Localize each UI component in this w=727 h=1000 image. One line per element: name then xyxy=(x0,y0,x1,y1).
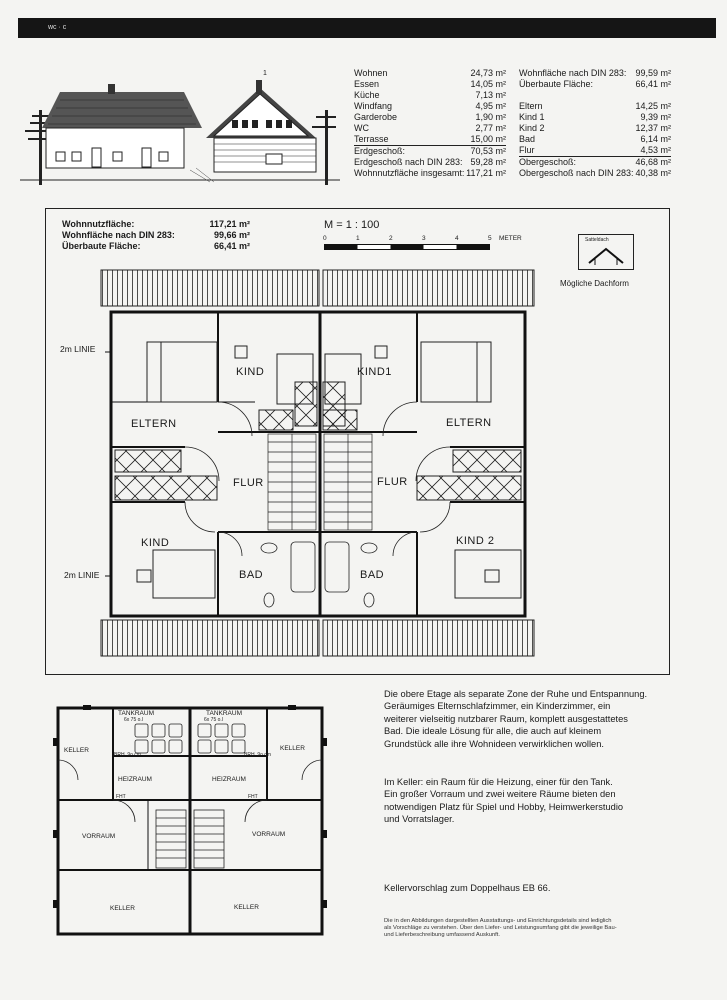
room-label-bad: BAD xyxy=(360,569,385,581)
scale-tick: 5 xyxy=(488,235,492,242)
area-value: 99,59 m² xyxy=(635,68,671,78)
area-value: 117,21 m² xyxy=(466,168,506,178)
basement-label-vorraum: VORRAUM xyxy=(252,831,286,838)
scale-unit: METER xyxy=(499,235,522,242)
room-label-bad: BAD xyxy=(239,569,264,581)
area-table-left xyxy=(354,68,506,179)
upper-floor-description xyxy=(384,688,684,750)
description-line: weiterer vielseitig nutzbarer Raum, komplett ausgestattetes xyxy=(384,713,628,724)
area-label: Wohnfläche nach DIN 283: xyxy=(519,68,627,78)
corner-mark: ᴡᴄ · ᴄ xyxy=(48,24,67,31)
scale-bar xyxy=(324,244,494,251)
area-value: 14,25 m² xyxy=(635,101,671,111)
area-value: 59,28 m² xyxy=(470,157,506,167)
area-label: Wohnen xyxy=(354,68,388,78)
scale-tick: 0 xyxy=(323,235,327,242)
summary-label: Wohnfläche nach DIN 283: xyxy=(62,230,175,240)
description-line: Geräumiges Elternschlafzimmer, ein Kinderzimmer, ein xyxy=(384,701,611,712)
two-meter-line-label: 2m LINIE xyxy=(60,344,96,354)
upper-floor-plan xyxy=(45,262,570,667)
area-value: 9,39 m² xyxy=(640,112,671,122)
house-illustration xyxy=(20,70,340,192)
scale-tick: 1 xyxy=(356,235,360,242)
summary-label: Überbaute Fläche: xyxy=(62,241,141,251)
disclaimer-line: und Lieferbeschreibung umfassend Auskunft. xyxy=(384,932,501,939)
roof-caption: Mögliche Dachform xyxy=(560,279,629,288)
area-label: Küche xyxy=(354,90,380,100)
area-label: WC xyxy=(354,123,369,133)
disclaimer-line: Die in den Abbildungen dargestellten Ausstattungs- und Einrichtungsdetails sind lediglich xyxy=(384,918,612,924)
area-label xyxy=(519,90,635,101)
area-value: 46,68 m² xyxy=(635,157,671,167)
gable-roof-icon xyxy=(587,245,625,265)
two-meter-line-label: 2m LINIE xyxy=(64,570,100,580)
area-label: Bad xyxy=(519,134,536,144)
description-line: und Vorratslager. xyxy=(384,814,455,825)
basement-label-keller: KELLER xyxy=(110,905,135,912)
room-label-kind: KIND xyxy=(236,366,265,378)
scale-tick: 2 xyxy=(389,235,393,242)
description-line: notwendigen Platz für Spiel und Hobby, Heimwerkerstudio xyxy=(384,801,624,812)
scale-label: M = 1 : 100 xyxy=(324,219,380,231)
room-label-eltern: ELTERN xyxy=(446,417,492,429)
tank-note: 6x 75 o.l xyxy=(204,717,223,723)
roof-type-label: Satteldach xyxy=(585,237,609,243)
brh-note: BRH. 9o cm xyxy=(244,752,271,758)
area-label: Essen xyxy=(354,79,380,89)
header-bar xyxy=(18,18,716,38)
summary-value: 66,41 m² xyxy=(213,241,250,251)
description-line: Bad. Die ideale Lösung für alle, die auch auf kleinem xyxy=(384,726,602,737)
roof-type-box xyxy=(578,234,634,270)
area-value: 66,41 m² xyxy=(635,79,671,89)
room-label-eltern: ELTERN xyxy=(131,418,177,430)
area-label: Garderobe xyxy=(354,112,398,122)
area-label: Flur xyxy=(519,145,535,155)
scale-tick: 3 xyxy=(422,235,426,242)
brh-note: BRH. 9o cm xyxy=(114,752,141,758)
basement-label-keller: KELLER xyxy=(64,747,89,754)
area-label: Erdgeschoß nach DIN 283: xyxy=(354,157,463,167)
area-label: Eltern xyxy=(519,101,543,111)
fht-note: FHT xyxy=(116,794,126,800)
summary-value: 99,66 m² xyxy=(213,230,250,240)
area-label: Überbaute Fläche: xyxy=(519,79,594,89)
area-value: 15,00 m² xyxy=(470,134,506,144)
room-label-kind1: KIND1 xyxy=(357,366,392,378)
area-label: Kind 1 xyxy=(519,112,545,122)
house-marker: 1 xyxy=(263,70,267,77)
disclaimer-line: als Vorschläge zu verstehen. Über den Liefer- und Leistungsumfang gibt die jeweilige Bau- xyxy=(384,925,617,932)
area-label: Terrasse xyxy=(354,134,389,144)
area-label: Windfang xyxy=(354,101,393,111)
area-value: 2,77 m² xyxy=(475,123,506,133)
basement-label-tankraum: TANKRAUM xyxy=(206,710,242,717)
area-value: 4,95 m² xyxy=(475,101,506,111)
fht-note: FHT xyxy=(248,794,258,800)
area-value: 6,14 m² xyxy=(640,134,671,144)
area-value xyxy=(635,90,671,101)
basement-label-heizraum: HEIZRAUM xyxy=(118,776,152,783)
plan-summary xyxy=(62,219,250,252)
disclaimer xyxy=(384,918,684,940)
description-line: Die obere Etage als separate Zone der Ruhe und Entspannung. xyxy=(384,689,648,699)
area-table-right xyxy=(519,68,671,179)
room-label-kind: KIND xyxy=(141,537,170,549)
basement-label-tankraum: TANKRAUM xyxy=(118,710,154,717)
area-label: Wohnnutzfläche insgesamt: xyxy=(354,168,465,178)
area-value: 12,37 m² xyxy=(635,123,671,133)
area-label: Obergeschoß nach DIN 283: xyxy=(519,168,634,178)
room-label-kind2: KIND 2 xyxy=(456,535,495,547)
description-line: Grundstück alle ihre Wohnideen verwirklichen wollen. xyxy=(384,738,604,749)
description-line: Ein großer Vorraum und zwei weitere Räume bieten den xyxy=(384,789,616,800)
area-label: Erdgeschoß: xyxy=(354,146,466,158)
basement-label-keller: KELLER xyxy=(280,745,305,752)
basement-label-heizraum: HEIZRAUM xyxy=(212,776,246,783)
tank-note: 6x 75 o.l xyxy=(124,717,143,723)
description-line: Im Keller: ein Raum für die Heizung, einer für den Tank. xyxy=(384,777,613,787)
area-value: 7,13 m² xyxy=(475,90,506,100)
basement-description xyxy=(384,776,684,826)
area-value: 4,53 m² xyxy=(640,145,671,155)
basement-caption: Kellervorschlag zum Doppelhaus EB 66. xyxy=(384,883,551,893)
area-value: 24,73 m² xyxy=(470,68,506,78)
basement-label-keller: KELLER xyxy=(234,904,259,911)
area-label: Obergeschoß: xyxy=(519,157,635,169)
area-value: 70,53 m² xyxy=(466,146,506,158)
summary-label: Wohnnutzfläche: xyxy=(62,219,135,229)
area-label: Kind 2 xyxy=(519,123,545,133)
basement-plan xyxy=(38,700,338,950)
room-label-flur: FLUR xyxy=(233,477,264,489)
basement-label-vorraum: VORRAUM xyxy=(82,833,116,840)
area-value: 14,05 m² xyxy=(470,79,506,89)
scale-tick: 4 xyxy=(455,235,459,242)
room-label-flur: FLUR xyxy=(377,476,408,488)
area-value: 1,90 m² xyxy=(475,112,506,122)
area-value: 40,38 m² xyxy=(635,168,671,178)
summary-value: 117,21 m² xyxy=(209,219,250,229)
